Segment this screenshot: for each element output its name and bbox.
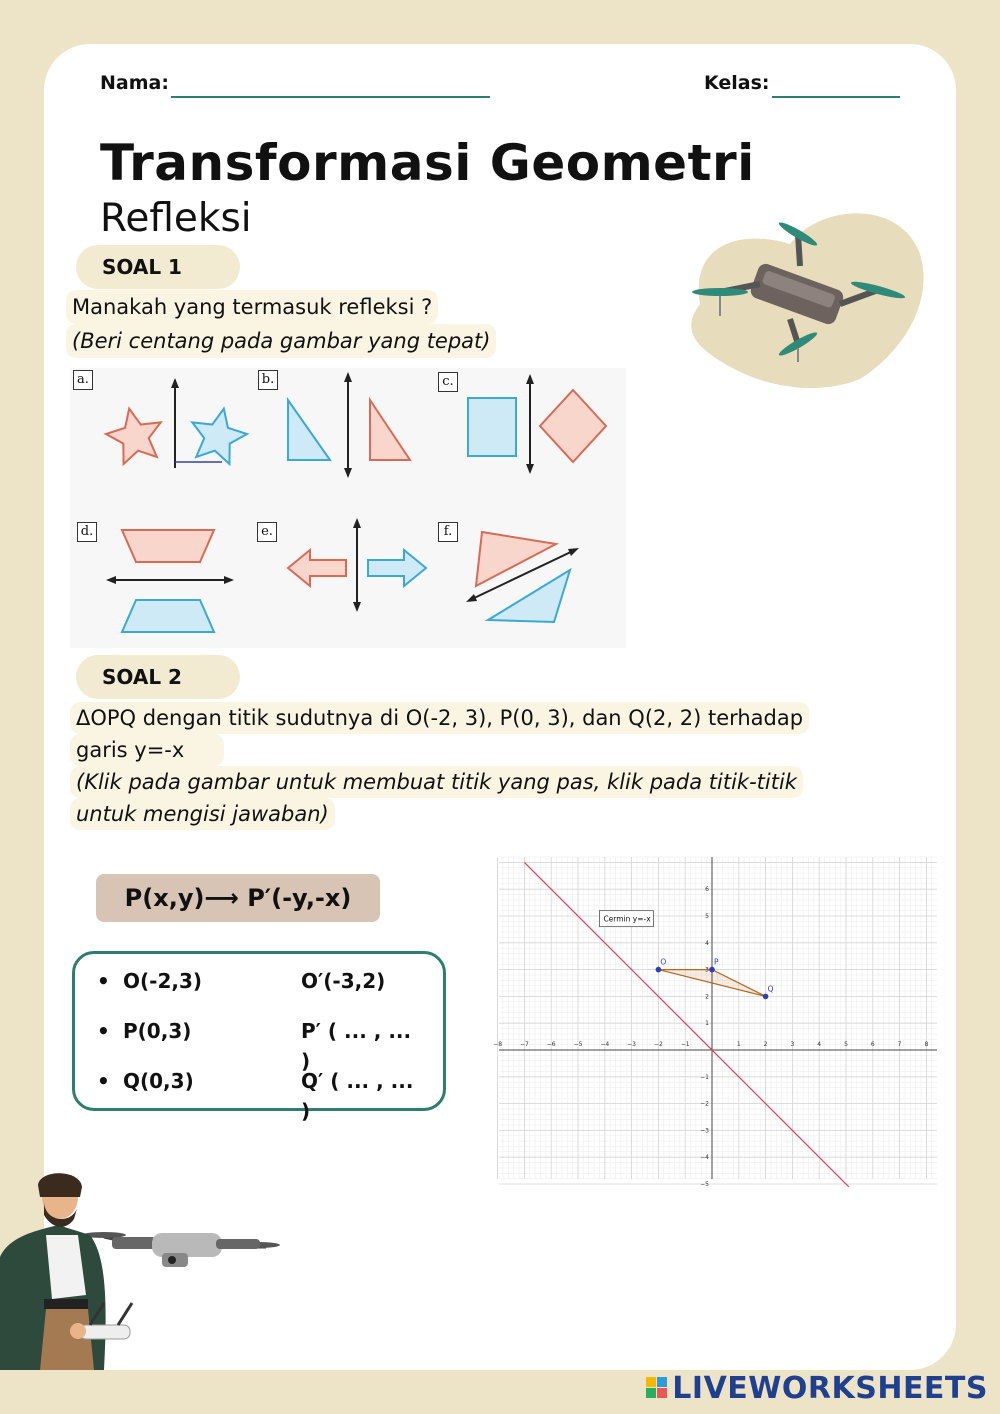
coordinate-graph[interactable]: [493, 857, 937, 1188]
liveworksheets-logo-icon: [646, 1377, 668, 1399]
point-o: O(-2,3): [123, 969, 203, 993]
y-tick-label: −1: [700, 1073, 709, 1081]
x-tick-label: 3: [790, 1041, 795, 1048]
soal-2-question-line1: ΔOPQ dengan titik sudutnya di O(-2, 3), P(0, 3), dan Q(2, 2) terhadap: [70, 702, 809, 734]
x-tick-label: −5: [573, 1041, 583, 1048]
drone-illustration: [680, 204, 930, 390]
point-q: [763, 994, 769, 1000]
name-input-line[interactable]: [171, 96, 490, 98]
x-tick-label: 7: [897, 1041, 902, 1048]
x-tick-label: −6: [546, 1041, 556, 1048]
x-tick-label: 5: [844, 1041, 848, 1048]
class-label: Kelas:: [704, 72, 770, 94]
option-b-tag: b.: [258, 370, 278, 390]
x-tick-label: −7: [519, 1041, 529, 1048]
x-tick-label: 2: [763, 1041, 768, 1048]
page-subtitle: Refleksi: [100, 196, 252, 241]
point-p: P(0,3): [123, 1019, 192, 1043]
soal-2-instruction-line1: (Klik pada gambar untuk membuat titik yang pas, klik pada titik-titik: [70, 766, 803, 798]
point-o: [656, 967, 662, 973]
y-tick-label: 2: [705, 993, 709, 1001]
y-tick-label: 4: [705, 939, 709, 947]
answer-row-p: [97, 1016, 427, 1073]
option-d-tag: d.: [77, 522, 97, 542]
x-tick-label: −2: [653, 1041, 663, 1048]
point-label-p: P: [714, 957, 719, 967]
option-c-tag: c.: [438, 372, 458, 392]
name-label: Nama:: [100, 72, 169, 94]
bullet: •: [97, 969, 110, 993]
option-a-tag: a.: [73, 370, 93, 390]
point-label-q: Q: [767, 984, 774, 994]
soal-1-question: [66, 290, 496, 358]
answer-row-o: [97, 966, 427, 996]
image-o: O′(-3,2): [301, 969, 386, 993]
y-tick-label: −4: [700, 1154, 709, 1162]
liveworksheets-brand: LIVEWORKSHEETS: [672, 1371, 988, 1406]
x-tick-label: 4: [817, 1041, 822, 1048]
option-e-tag: e.: [257, 522, 277, 542]
image-q-input[interactable]: Q′ ( ... , ... ): [301, 1069, 414, 1123]
y-tick-label: −3: [700, 1127, 709, 1135]
man-with-drone-illustration: [0, 1175, 280, 1370]
drone-small-icon: [82, 1232, 280, 1267]
soal-2-question: [70, 702, 900, 830]
bullet: •: [97, 1069, 110, 1093]
answer-box: [72, 951, 446, 1123]
soal-1-label: SOAL 1: [76, 245, 240, 289]
x-tick-label: 8: [924, 1041, 929, 1048]
soal-2-label: SOAL 2: [76, 655, 240, 699]
point-q: Q(0,3): [123, 1069, 194, 1093]
mirror-label: Cermin y=-x: [603, 914, 651, 924]
x-tick-label: −3: [627, 1041, 637, 1048]
point-label-o: O: [660, 957, 667, 967]
option-f-tag: f.: [438, 522, 458, 542]
reflection-options-figure: [70, 368, 626, 648]
x-tick-label: −1: [680, 1041, 690, 1048]
y-tick-label: 1: [705, 1020, 709, 1028]
y-tick-label: 6: [705, 886, 709, 894]
page-title: Transformasi Geometri: [100, 134, 755, 192]
point-p: [709, 967, 715, 973]
x-tick-label: −8: [493, 1041, 503, 1048]
y-tick-label: −2: [700, 1100, 709, 1108]
x-tick-label: 6: [870, 1041, 875, 1048]
soal-2-question-line2: garis y=-x: [70, 734, 224, 766]
bullet: •: [97, 1019, 110, 1043]
answer-row-q: [97, 1066, 427, 1123]
class-input-line[interactable]: [772, 96, 900, 98]
image-p-input[interactable]: P′ ( ... , ... ): [301, 1019, 412, 1073]
y-tick-label: 5: [705, 913, 709, 920]
liveworksheets-logo[interactable]: [646, 1371, 988, 1406]
soal-1-instruction: (Beri centang pada gambar yang tepat): [66, 324, 496, 358]
x-tick-label: −4: [600, 1041, 610, 1048]
y-tick-label: −5: [700, 1181, 709, 1188]
reflection-formula: P(x,y)⟶ P′(-y,-x): [96, 874, 380, 922]
x-tick-label: 1: [736, 1041, 741, 1048]
soal-1-question-text: Manakah yang termasuk refleksi ?: [66, 290, 438, 324]
soal-2-instruction-line2: untuk mengisi jawaban): [70, 798, 335, 830]
